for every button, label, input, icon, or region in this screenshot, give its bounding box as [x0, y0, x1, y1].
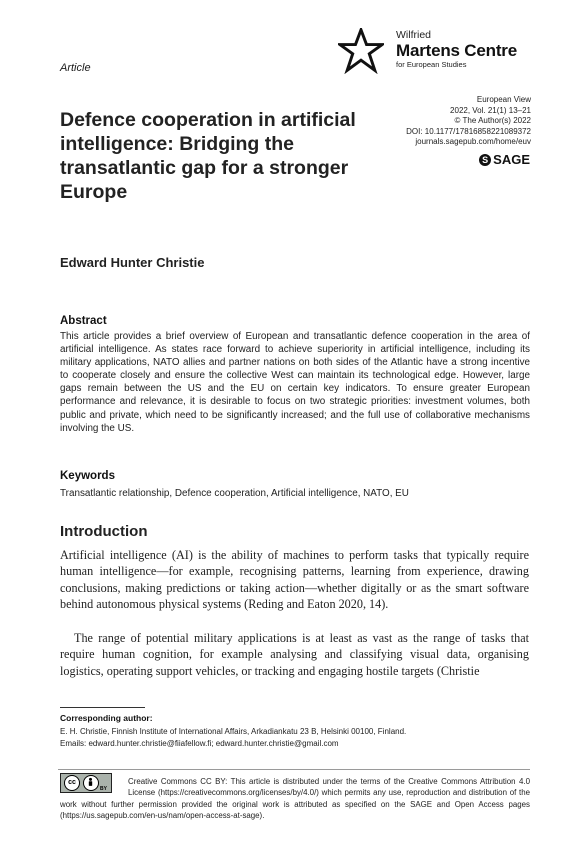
abstract-text: This article provides a brief overview of European and transatlantic defence cooperation in the area of artificial intelligence. As states race forward to achieve superiority in artificial intelligence, including its military applications, NATO allies and partner nations on both sides of the Atlantic have a strong incentive to cooperate closely and ensure the collective West can maintain its technological edge. However, large gaps remain between the US and the EU on certain key indicators. To ensure greater European performance and relevance, it is desirable to focus on two strategic priorities: investment volumes, both public and private, which need to be significantly increased; and the full use of collaborative mechanisms involving the US.	[60, 331, 530, 434]
sage-wordmark: SAGE	[493, 152, 530, 167]
license-text: Creative Commons CC BY: This article is distributed under the terms of the Creative Commons Attribution 4.0 License (https://creativecommons.org/licenses/by/4.0/) which permits any use, reproduction and distribution of the work without further permission provided the original work is attributed as specified on the SAGE and Open Access pages (https://us.sagepub.com/en-us/nam/open-access-at-sage).	[60, 777, 530, 820]
journal-meta	[406, 95, 531, 148]
corresponding-author-details	[60, 726, 406, 750]
sage-mark-icon: S	[479, 154, 491, 166]
publisher-logo	[396, 30, 517, 68]
by-label: BY	[100, 786, 107, 792]
copyright: © The Author(s) 2022	[454, 116, 531, 126]
footnote-divider	[60, 707, 145, 708]
intro-paragraph: Artificial intelligence (AI) is the ability of machines to perform tasks that typically require human intelligence—for example, recognising patterns, learning from experience, drawing conclusions, making predictions or taking action—whether digitally or as the smart software behind autonomous physical systems (Reding and Eaton 2020, 14).	[60, 548, 529, 611]
keywords-text: Transatlantic relationship, Defence cooperation, Artificial intelligence, NATO, EU	[60, 488, 409, 499]
logo-line-3: for European Studies	[396, 59, 467, 69]
introduction-heading: Introduction	[60, 523, 148, 540]
intro-paragraph: The range of potential military applications is at least as vast as the range of tasks that require human cognition, for example analysing and classifying visual data, organising logistics, operating support vehicles, or tracking and engaging hostile targets (Christie	[60, 631, 529, 678]
cc-icon: cc	[64, 775, 80, 791]
sage-logo	[479, 152, 530, 167]
journal-url[interactable]: journals.sagepub.com/home/euv	[415, 137, 531, 147]
abstract-heading: Abstract	[60, 315, 107, 327]
corresponding-author-heading: Corresponding author:	[60, 713, 153, 723]
corresponding-emails[interactable]: Emails: edward.hunter.christie@fiiafellow.fi; edward.hunter.christie@gmail.com	[60, 739, 339, 748]
journal-volume: 2022, Vol. 21(1) 13–21	[450, 105, 531, 115]
article-type-label: Article	[60, 62, 91, 74]
author-name: Edward Hunter Christie	[60, 255, 205, 270]
journal-name: European View	[476, 95, 531, 104]
keywords-heading: Keywords	[60, 470, 115, 482]
doi[interactable]: DOI: 10.1177/17816858221089372	[406, 126, 531, 136]
star-logo-icon	[338, 28, 384, 74]
logo-line-1: Wilfried	[396, 29, 432, 41]
article-title: Defence cooperation in artificial intelligence: Bridging the transatlantic gap for a stronger Europe	[60, 109, 356, 203]
logo-line-2: Martens Centre	[396, 40, 517, 60]
corresponding-address: E. H. Christie, Finnish Institute of International Affairs, Arkadiankatu 23 B, Helsinki 00100, Finland.	[60, 727, 407, 736]
